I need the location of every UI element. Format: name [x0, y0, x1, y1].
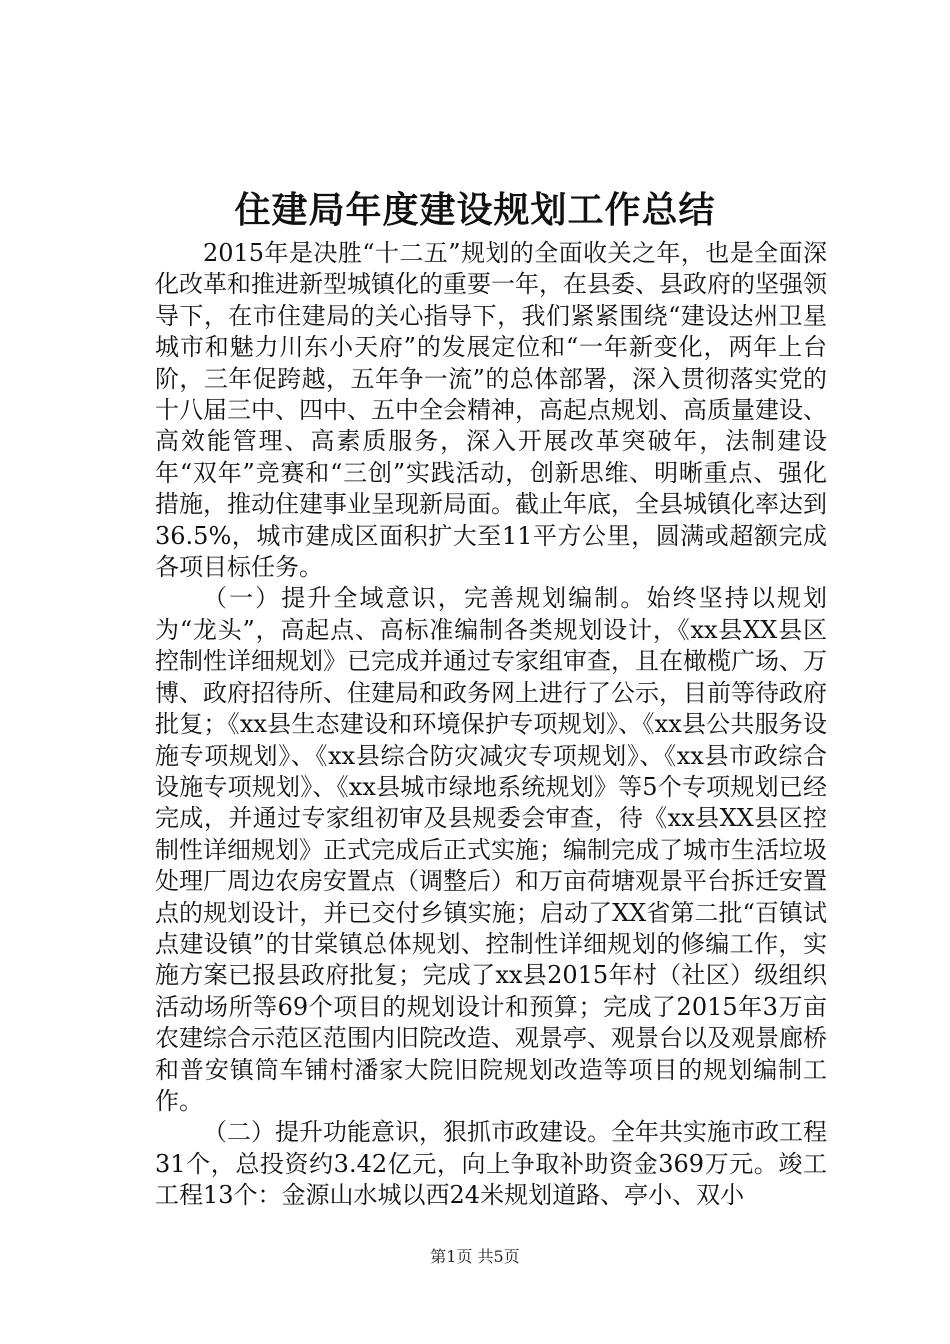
page-footer: 第1页 共5页 [430, 1247, 520, 1266]
paragraph-intro: 2015年是决胜“十二五”规划的全面收关之年，也是全面深化改革和推进新型城镇化的重要一年，在县委、县政府的坚强领导下，在市住建局的关心指导下，我们紧紧围绕“建设达州卫星城市和魅力川东小天府”的发展定位和“一年新变化，两年上台阶，三年促跨越，五年争一流”的总体部署，深入贯彻落实党的十八届三中、四中、五中全会精神，高起点规划、高质量建设、高效能管理、高素质服务，深入开展改革突破年，法制建设年“双年”竞赛和“三创”实践活动，创新思维、明晰重点、强化措施，推动住建事业呈现新局面。截止年底，全县城镇化率达到36.5%，城市建成区面积扩大至11平方公里，圆满或超额完成各项目标任务。 [155, 239, 827, 582]
document-title: 住建局年度建设规划工作总结 [234, 189, 716, 231]
paragraph-planning: （一）提升全域意识，完善规划编制。始终坚持以规划为“龙头”，高起点、高标准编制各类规划设计，《xx县XX县区控制性详细规划》已完成并通过专家组审查，且在橄榄广场、万博、政府招待所、住建局和政务网上进行了公示，目前等待政府批复；《xx县生态建设和环境保护专项规划》、《xx县公共服务设施专项规划》、《xx县综合防灾减灾专项规划》、《xx县市政综合设施专项规划》、《xx县城市绿地系统规划》等5个专项规划已经完成，并通过专家组初审及县规委会审查，待《xx县XX县区控制性详细规划》正式完成后正式实施；编制完成了城市生活垃圾处理厂周边农房安置点（调整后）和万亩荷塘观景平台拆迁安置点的规划设计，并已交付乡镇实施；启动了XX省第二批“百镇试点建设镇”的甘棠镇总体规划、控制性详细规划的修编工作，实施方案已报县政府批复；完成了xx县2015年村（社区）级组织活动场所等69个项目的规划设计和预算；完成了2015年3万亩农建综合示范区范围内旧院改造、观景亭、观景台以及观景廊桥和普安镇筒车铺村潘家大院旧院规划改造等项目的规划编制工作。 [155, 584, 827, 1115]
paragraph-municipal: （二）提升功能意识，狠抓市政建设。全年共实施市政工程31个，总投资约3.42亿元，向上争取补助资金369万元。竣工工程13个：金源山水城以西24米规划道路、亭小、双小 [155, 1118, 827, 1210]
document-body [155, 238, 827, 1212]
